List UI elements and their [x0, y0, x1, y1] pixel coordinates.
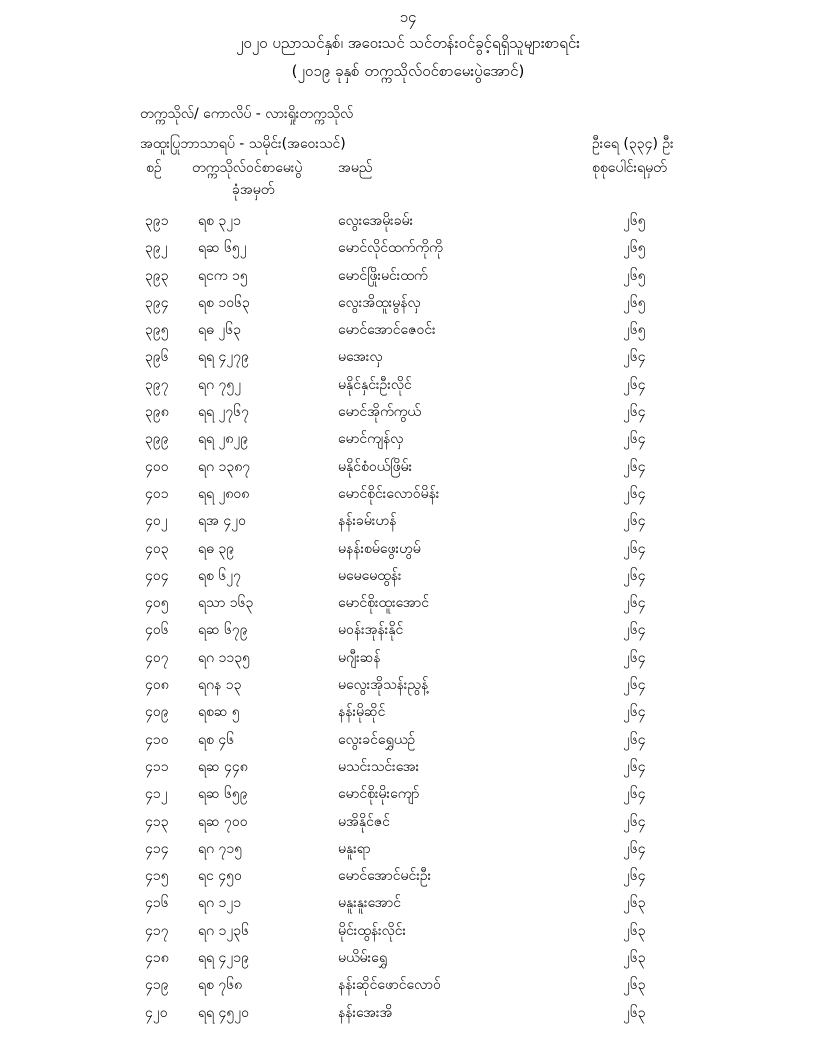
header-roll-number: တက္ကသိုလ်ဝင်စာမေးပွဲ — [192, 160, 303, 176]
row-name: မောင်အိုက်ကွယ် — [338, 404, 421, 421]
row-roll-number: ရအ ၄၂၀ — [198, 513, 246, 530]
row-serial: ၄၁၃ — [145, 813, 169, 830]
row-serial: ၃၉၆ — [145, 349, 169, 366]
table-row — [0, 919, 816, 946]
row-total-marks: ၂၆၄ — [623, 649, 646, 666]
row-roll-number: ရဂ ၁၂၁ — [198, 895, 242, 912]
table-row — [0, 755, 816, 782]
row-serial: ၄၁၂ — [145, 786, 168, 803]
row-roll-number: ရရ ၂၈၂၉ — [198, 431, 249, 448]
row-total-marks: ၂၆၄ — [623, 376, 646, 393]
row-name: လွေးအိထူးမွန်လှ — [338, 294, 421, 311]
row-serial: ၄၀၈ — [145, 677, 169, 694]
table-row — [0, 591, 816, 618]
table-row — [0, 455, 816, 482]
row-roll-number: ရရ ၂၈၀၈ — [198, 485, 250, 502]
row-serial: ၄၀၀ — [145, 458, 169, 475]
table-row — [0, 564, 816, 591]
row-serial: ၄၀၁ — [145, 485, 169, 502]
table-row — [0, 236, 816, 263]
table-row — [0, 618, 816, 645]
row-roll-number: ရဂ ၁၂၃၆ — [198, 922, 249, 939]
row-total-marks: ၂၆၃ — [623, 977, 646, 994]
row-roll-number: ရဓ ၂၆၃ — [198, 322, 241, 339]
row-roll-number: ရဂ ၇၅၂ — [198, 376, 242, 393]
row-name: မောင်ဖြိုးမင်းထက် — [338, 267, 428, 284]
row-serial: ၃၉၈ — [145, 404, 169, 421]
row-name: မဝန်းအုန်းနိုင် — [338, 622, 404, 639]
row-serial: ၄၁၅ — [145, 868, 169, 885]
row-serial: ၃၉၇ — [145, 376, 169, 393]
row-total-marks: ၂၆၃ — [623, 950, 646, 967]
row-total-marks: ၂၆၃ — [623, 1004, 646, 1021]
row-roll-number: ရစ ၄၆ — [198, 731, 235, 748]
row-serial: ၄၀၇ — [145, 649, 169, 666]
row-name: မသင်းသင်းအေး — [338, 758, 420, 775]
row-serial: ၄၁၇ — [145, 922, 169, 939]
row-name: မနူးနူးအောင် — [338, 895, 401, 912]
row-roll-number: ရသာ ၁၆၃ — [198, 595, 254, 612]
row-serial: ၄၂၀ — [145, 1004, 168, 1021]
table-row — [0, 318, 816, 345]
row-serial: ၄၀၄ — [145, 567, 169, 584]
table-row — [0, 946, 816, 973]
row-name: မနိုင်စံဝယ်ဖြိမ်း — [338, 458, 413, 475]
row-roll-number: ရစ ၃၂၁ — [198, 213, 241, 229]
table-row — [0, 373, 816, 400]
row-total-marks: ၂၆၄ — [623, 622, 646, 639]
row-serial: ၄၁၈ — [145, 950, 169, 967]
row-roll-number: ရဆ ၆၅၂ — [198, 240, 247, 257]
row-name: မောင်အောင်ဇေဝင်း — [338, 322, 436, 339]
row-total-marks: ၂၆၅ — [623, 267, 646, 284]
row-serial: ၄၀၃ — [145, 540, 169, 557]
row-roll-number: ရစဆ ၅ — [198, 704, 240, 721]
document-subtitle: (၂၀၁၉ ခုနှစ် တက္ကသိုလ်ဝင်စာမေးပွဲအောင်) — [291, 62, 525, 80]
row-name: မောင်ကျန်လှ — [338, 431, 404, 448]
table-row — [0, 209, 816, 236]
row-serial: ၄၁၄ — [145, 840, 169, 857]
row-name: မအိနိုင်ဇင် — [338, 813, 390, 830]
row-roll-number: ရရ ၄၂၇၉ — [198, 349, 250, 366]
row-total-marks: ၂၆၃ — [623, 895, 646, 912]
table-row — [0, 537, 816, 564]
table-row — [0, 728, 816, 755]
table-row — [0, 646, 816, 673]
row-roll-number: ရဂန ၁၃ — [198, 677, 242, 694]
row-name: မအေးလှ — [338, 349, 383, 366]
row-total-marks: ၂၆၃ — [623, 922, 646, 939]
table-row — [0, 864, 816, 891]
row-roll-number: ရရ ၄၂၁၉ — [198, 950, 250, 967]
row-roll-number: ရင ၄၅၀ — [198, 868, 242, 885]
header-total-marks: စုစုပေါင်းရမှတ် — [592, 160, 667, 176]
row-roll-number: ရရ ၂၇၆၇ — [198, 404, 250, 421]
row-serial: ၄၀၂ — [145, 513, 168, 530]
row-total-marks: ၂၆၄ — [623, 431, 646, 448]
row-name: မိုင်းထွန်းလိုင်း — [338, 922, 407, 939]
row-total-marks: ၂၆၄ — [623, 677, 646, 694]
row-total-marks: ၂၆၄ — [623, 485, 646, 502]
row-name: မောင်လိုင်ထက်ကိုကို — [338, 240, 443, 257]
row-name: လွေးအေမိုးခမ်း — [338, 213, 414, 229]
row-name: မဂျီးဆန် — [338, 649, 381, 666]
row-roll-number: ရစ ၁၀၆၃ — [198, 294, 250, 311]
row-total-marks: ၂၆၄ — [623, 704, 646, 721]
row-total-marks: ၂၆၅ — [623, 240, 646, 257]
header-serial: စဉ် — [146, 160, 162, 176]
row-name: မောင်အောင်မင်းဦး — [338, 868, 432, 885]
row-total-marks: ၂၆၄ — [623, 567, 646, 584]
table-row — [0, 837, 816, 864]
row-roll-number: ရစ ၇၆၈ — [198, 977, 243, 994]
row-total-marks: ၂၆၄ — [623, 868, 646, 885]
row-total-marks: ၂၆၄ — [623, 513, 646, 530]
row-serial: ၄၁၁ — [145, 758, 169, 775]
row-roll-number: ရဆ ၄၄၈ — [198, 758, 248, 775]
header-name: အမည် — [338, 160, 373, 176]
row-roll-number: ရဆ ၆၇၉ — [198, 622, 248, 639]
row-name: မနူးရာ — [338, 840, 371, 857]
row-name: နန်းခမ်းဟန် — [338, 513, 397, 530]
row-serial: ၃၉၅ — [145, 322, 169, 339]
row-roll-number: ရဂ ၇၁၅ — [198, 840, 243, 857]
row-total-marks: ၂၆၄ — [623, 731, 646, 748]
row-roll-number: ရဂ ၁၁၃၅ — [198, 649, 250, 666]
row-serial: ၄၁၆ — [145, 895, 169, 912]
row-serial: ၃၉၃ — [145, 267, 169, 284]
row-roll-number: ရစ ၆၂၇ — [198, 567, 241, 584]
page-number: ၁၄ — [399, 8, 417, 26]
row-total-marks: ၂၆၅ — [623, 322, 646, 339]
row-name: မောင်စိုးမိုးကျော် — [338, 786, 420, 803]
university-line: တက္ကသိုလ်/ ကောလိပ် - လားရှိုးတက္ကသိုလ် — [140, 106, 354, 122]
document-title: ၂၀၂၀ ပညာသင်နှစ်၊ အဝေးသင် သင်တန်းဝင်ခွင့်ရရှိသူများစာရင်း — [236, 34, 580, 52]
row-total-marks: ၂၆၄ — [623, 540, 646, 557]
row-roll-number: ရဆ ၇၀၀ — [198, 813, 248, 830]
table-row — [0, 509, 816, 536]
row-name: မမေမေထွန်း — [338, 567, 402, 584]
row-serial: ၃၉၉ — [145, 431, 169, 448]
row-total-marks: ၂၆၄ — [623, 813, 646, 830]
table-row — [0, 973, 816, 1000]
row-total-marks: ၂၆၄ — [623, 840, 646, 857]
table-row — [0, 810, 816, 837]
row-roll-number: ရဂ ၁၃၈၇ — [198, 458, 251, 475]
row-serial: ၄၁၀ — [145, 731, 169, 748]
row-name: နန်းဆိုင်ဖောင်လောဝ် — [338, 977, 441, 994]
row-name: မလွေးအိုသန်းညွန့် — [338, 677, 429, 694]
row-total-marks: ၂၆၄ — [623, 404, 646, 421]
row-name: နန်းမိုဆိုင် — [338, 704, 386, 721]
row-serial: ၃၉၄ — [145, 294, 169, 311]
row-name: မောင်စိုးထူးအောင် — [338, 595, 430, 612]
row-total-marks: ၂၆၄ — [623, 758, 646, 775]
table-row — [0, 345, 816, 372]
row-serial: ၄၀၅ — [145, 595, 169, 612]
row-serial: ၄၀၉ — [145, 704, 169, 721]
table-row — [0, 1001, 816, 1028]
row-roll-number: ရဓ ၃၉ — [198, 540, 235, 557]
student-count: ဦးရေ (၃၃၄) ဦး — [592, 136, 674, 152]
row-total-marks: ၂၆၅ — [623, 213, 646, 229]
table-row — [0, 782, 816, 809]
row-name: လွေးခင်ရွှေယဉ် — [338, 731, 416, 748]
row-serial: ၄၁၉ — [145, 977, 169, 994]
row-roll-number: ရရ ၄၅၂၀ — [198, 1004, 250, 1021]
row-total-marks: ၂၆၄ — [623, 458, 646, 475]
major-subject-line: အထူးပြုဘာသာရပ် - သမိုင်း(အဝေးသင်) — [140, 136, 346, 152]
row-total-marks: ၂၆၅ — [623, 294, 646, 311]
row-total-marks: ၂၆၄ — [623, 595, 646, 612]
row-name: မယိမ်းရွှေ — [338, 950, 388, 967]
table-row — [0, 291, 816, 318]
row-roll-number: ရဆ ၆၅၉ — [198, 786, 248, 803]
student-list — [0, 209, 816, 1028]
table-row — [0, 264, 816, 291]
row-name: မောင်စိုင်းလောဝ်မိန်း — [338, 485, 440, 502]
table-row — [0, 427, 816, 454]
table-row — [0, 700, 816, 727]
row-serial: ၃၉၁ — [145, 213, 169, 229]
table-row — [0, 891, 816, 918]
row-roll-number: ရငက ၁၅ — [198, 267, 248, 284]
row-total-marks: ၂၆၄ — [623, 349, 646, 366]
table-row — [0, 673, 816, 700]
row-serial: ၄၀၆ — [145, 622, 169, 639]
row-name: မနိုင်နှင်းဦးလိုင် — [338, 376, 412, 393]
header-roll-number-line2: ခုံအမှတ် — [232, 182, 275, 198]
row-name: နန်းအေးအိ — [338, 1004, 393, 1021]
table-row — [0, 482, 816, 509]
table-row — [0, 400, 816, 427]
row-name: မနန်းစမ်ဖွေးဟွမ် — [338, 540, 421, 557]
row-total-marks: ၂၆၄ — [623, 786, 646, 803]
row-serial: ၃၉၂ — [145, 240, 168, 257]
